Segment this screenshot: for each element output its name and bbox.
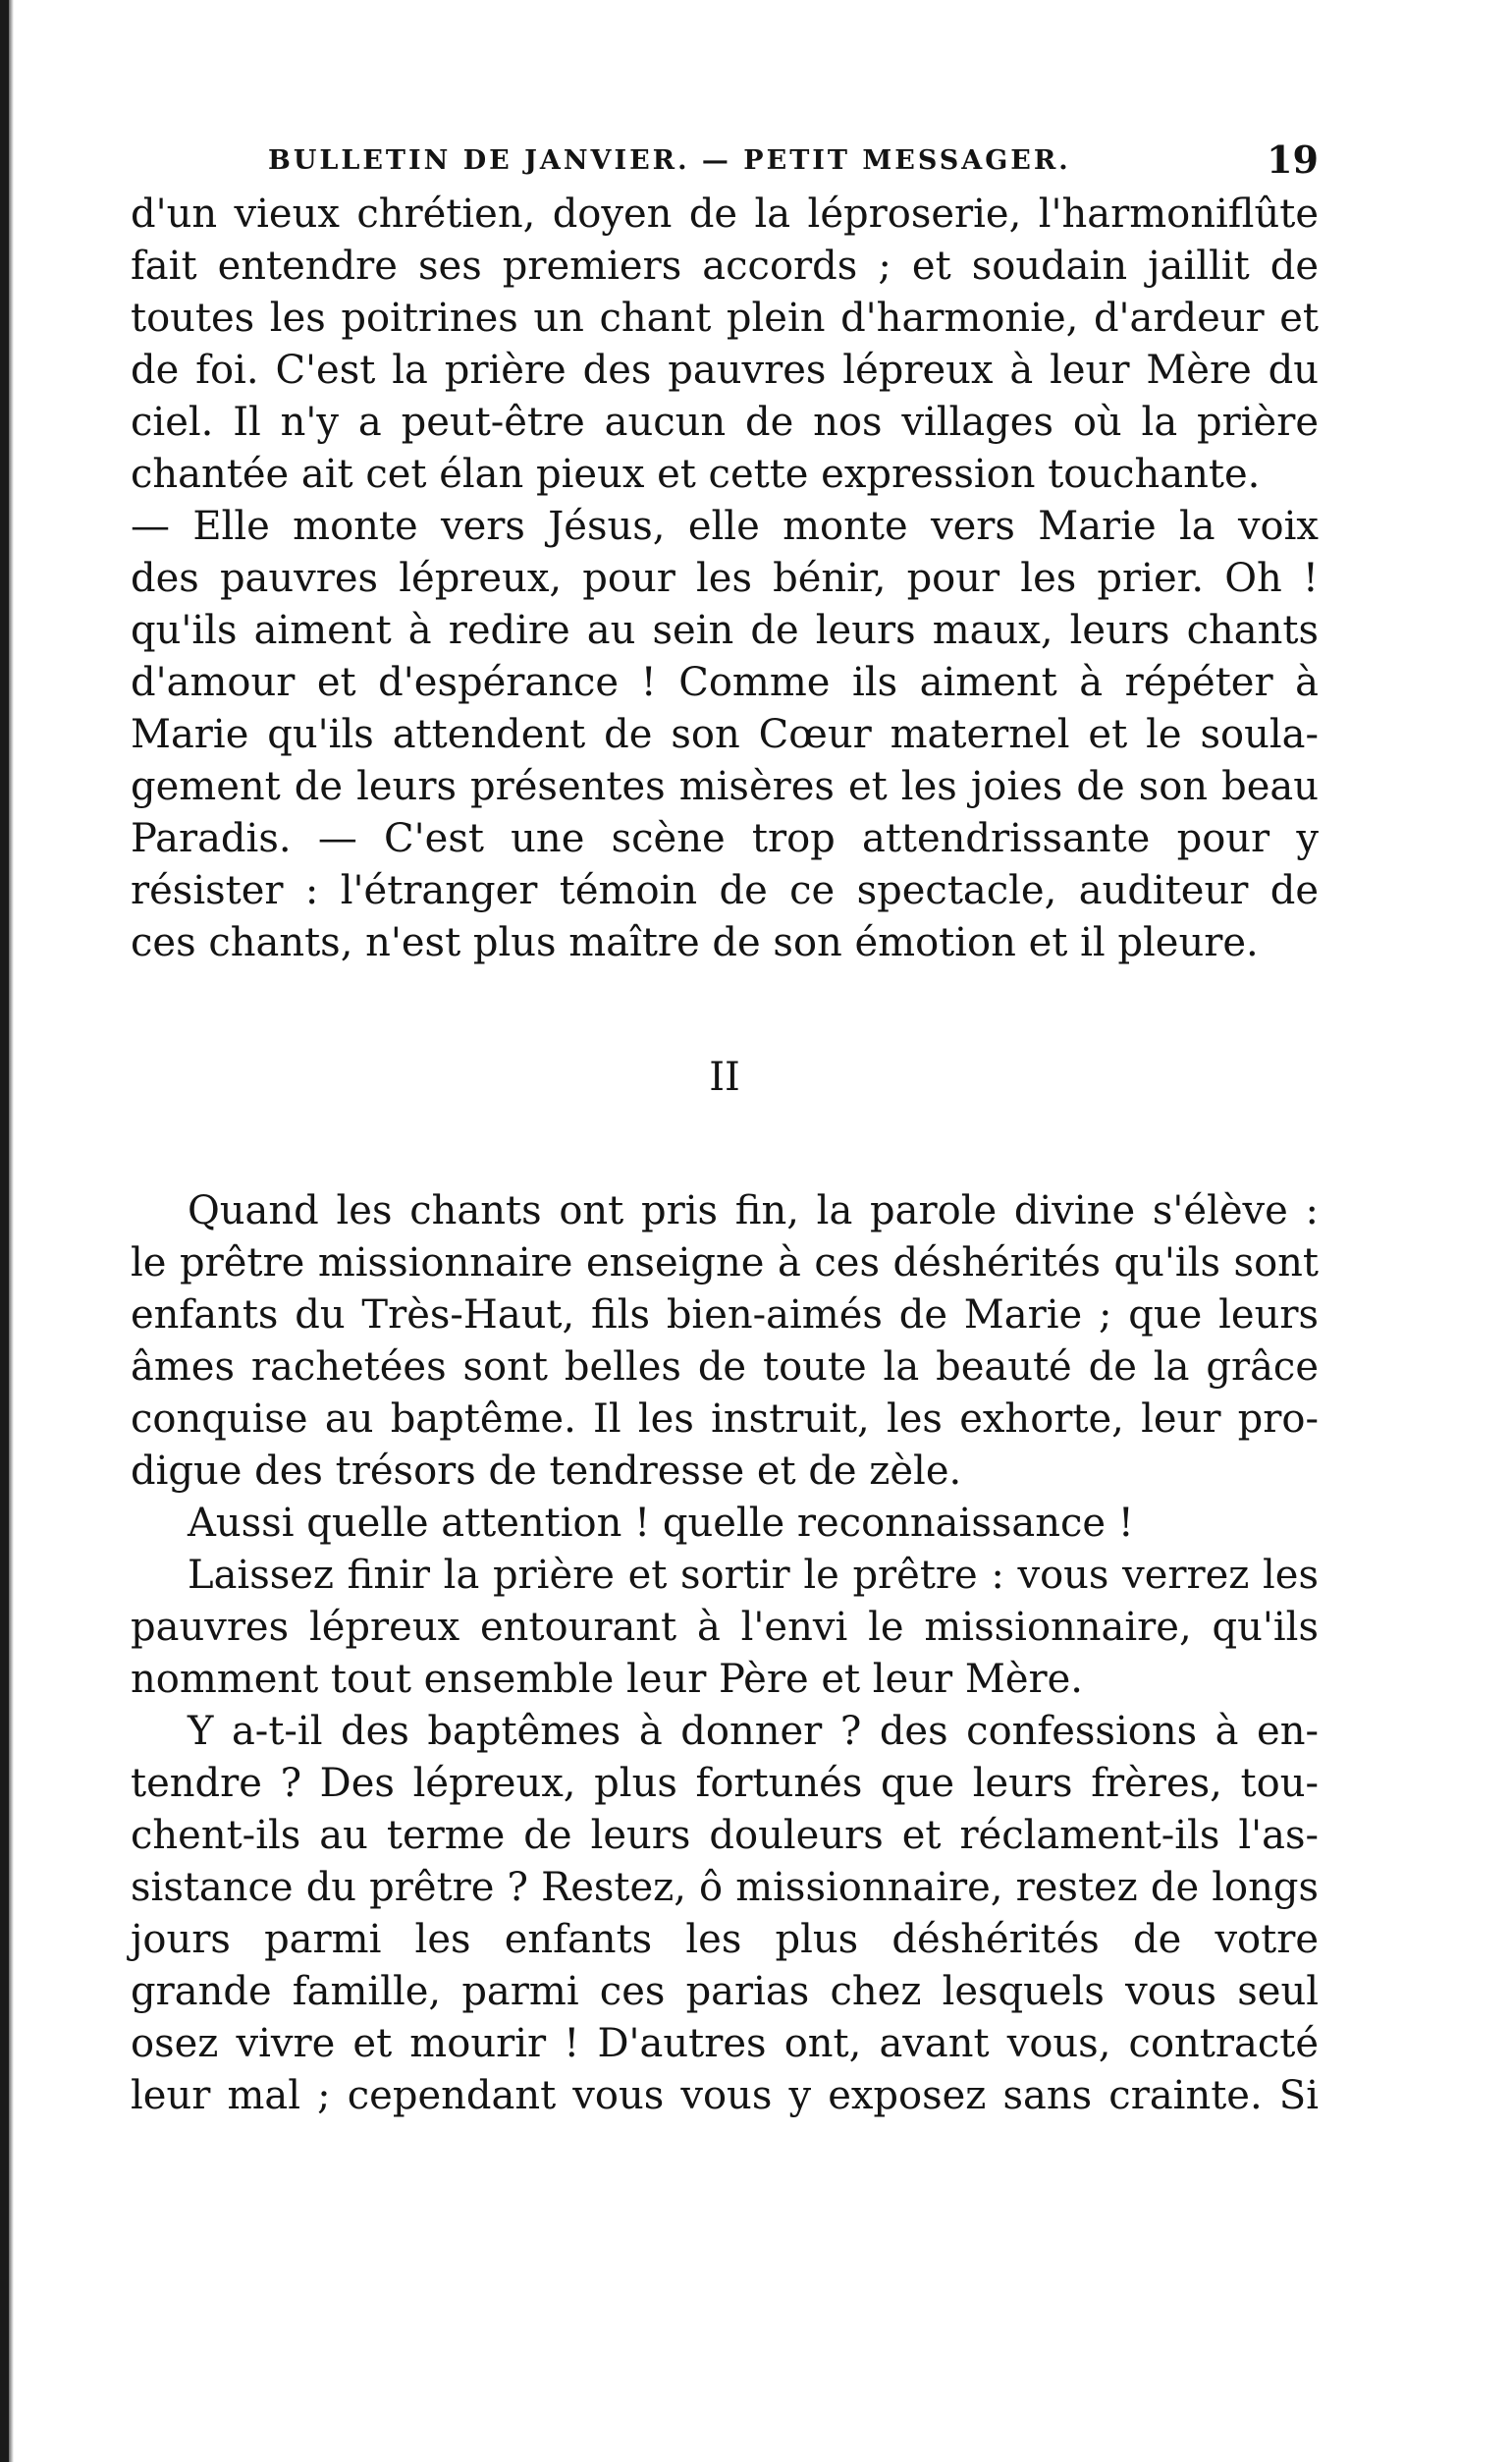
paragraph-1 <box>131 189 1319 501</box>
text-line: Y a-t-il des baptêmes à donner ? des confessions à en- <box>188 1709 1319 1754</box>
text-line: chent-ils au terme de leurs douleurs et réclament-ils l'as- <box>131 1813 1319 1858</box>
paragraph-5 <box>131 1550 1319 1706</box>
text-line: pauvres lépreux entourant à l'envi le missionnaire, qu'ils <box>131 1605 1319 1650</box>
text-line: gement de leurs présentes misères et les joies de son beau <box>131 764 1319 809</box>
text-line: fait entendre ses premiers accords ; et soudain jaillit de <box>131 244 1319 289</box>
section-heading: II <box>709 1055 740 1100</box>
text-line: de foi. C'est la prière des pauvres lépreux à leur Mère du <box>131 348 1319 393</box>
paragraph-4 <box>131 1498 1319 1550</box>
page-header <box>131 128 1319 189</box>
text-line: — Elle monte vers Jésus, elle monte vers Marie la voix <box>131 504 1319 549</box>
text-line: digue des trésors de tendresse et de zèle. <box>131 1449 962 1494</box>
book-page <box>131 128 1319 2122</box>
text-line: résister : l'étranger témoin de ce spectacle, auditeur de <box>131 868 1319 913</box>
text-line: Marie qu'ils attendent de son Cœur maternel et le soula- <box>131 712 1319 757</box>
text-line: chantée ait cet élan pieux et cette expression touchante. <box>131 452 1261 497</box>
text-line: grande famille, parmi ces parias chez lesquels vous seul <box>131 1969 1319 2014</box>
text-line: d'amour et d'espérance ! Comme ils aiment à répéter à <box>131 660 1319 705</box>
text-line: toutes les poitrines un chant plein d'harmonie, d'ardeur et <box>131 296 1319 341</box>
text-line: osez vivre et mourir ! D'autres ont, avant vous, contracté <box>131 2021 1319 2066</box>
text-line: âmes rachetées sont belles de toute la beauté de la grâce <box>131 1344 1319 1390</box>
book-spine-edge <box>0 0 9 2462</box>
text-line: nomment tout ensemble leur Père et leur Mère. <box>131 1657 1083 1702</box>
text-line: sistance du prêtre ? Restez, ô missionnaire, restez de longs <box>131 1865 1319 1910</box>
text-line: jours parmi les enfants les plus déshérités de votre <box>131 1917 1319 1962</box>
text-line: tendre ? Des lépreux, plus fortunés que leurs frères, tou- <box>131 1761 1319 1806</box>
text-line: conquise au baptême. Il les instruit, les exhorte, leur pro- <box>131 1396 1319 1442</box>
text-line: Paradis. — C'est une scène trop attendrissante pour y <box>131 816 1319 861</box>
text-line: des pauvres lépreux, pour les bénir, pour les prier. Oh ! <box>131 556 1319 601</box>
text-line: ces chants, n'est plus maître de son émotion et il pleure. <box>131 920 1259 965</box>
text-line: d'un vieux chrétien, doyen de la léproserie, l'harmoniflûte <box>131 191 1319 237</box>
paragraph-2 <box>131 501 1319 969</box>
paragraph-3 <box>131 1185 1319 1498</box>
gutter-shadow <box>9 0 14 2462</box>
text-line: Aussi quelle attention ! quelle reconnaissance ! <box>188 1501 1134 1546</box>
text-line: enfants du Très-Haut, fils bien-aimés de Marie ; que leurs <box>131 1292 1319 1338</box>
text-line: leur mal ; cependant vous vous y exposez sans crainte. Si <box>131 2073 1319 2118</box>
text-line: ciel. Il n'y a peut-être aucun de nos villages où la prière <box>131 400 1319 445</box>
running-title: BULLETIN DE JANVIER. — PETIT MESSAGER. <box>268 145 1071 176</box>
paragraph-6 <box>131 1706 1319 2122</box>
text-line: qu'ils aiment à redire au sein de leurs maux, leurs chants <box>131 608 1319 653</box>
text-line: le prêtre missionnaire enseigne à ces déshérités qu'ils sont <box>131 1240 1319 1286</box>
text-line: Quand les chants ont pris fin, la parole divine s'élève : <box>188 1188 1319 1233</box>
page-number: 19 <box>1267 137 1319 182</box>
text-line: Laissez finir la prière et sortir le prêtre : vous verrez les <box>188 1553 1319 1598</box>
body-text <box>131 189 1319 2122</box>
